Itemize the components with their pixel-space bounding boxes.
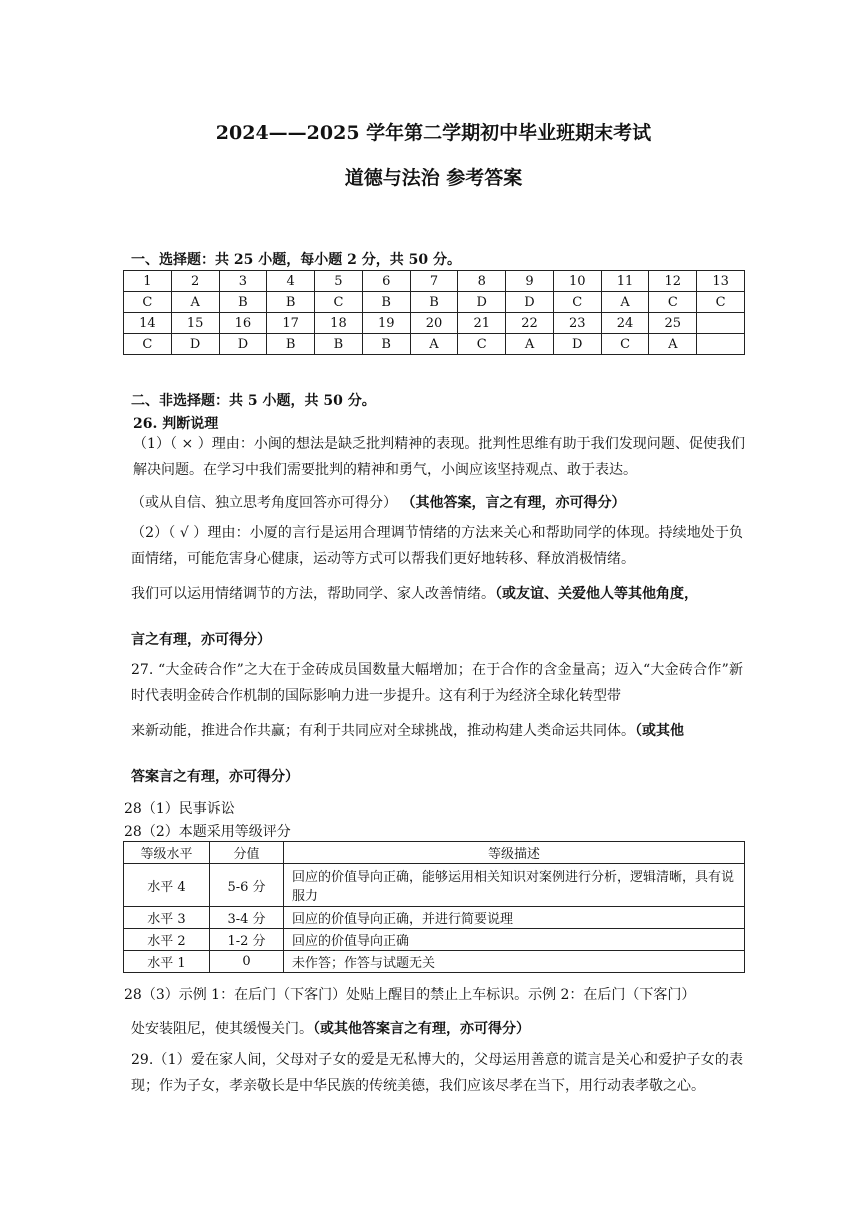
q27-note: （或其他	[635, 723, 684, 739]
table-cell: B	[267, 292, 315, 313]
q27-answer: 27. “大金砖合作”之大在于金砖成员国数量大幅增加；在于合作的含金量高；迈入“大金砖合作”新时代表明金砖合作机制的国际影响力进一步提升。这有利于为经济全球化转型带	[131, 662, 743, 704]
q28-3-answer: 28（3）示例 1：在后门（下客门）处贴上醒目的禁止上车标识。示例 2：在后门（下客门）	[124, 987, 696, 1003]
table-cell: A	[649, 334, 697, 355]
table-cell: C	[458, 334, 506, 355]
table-cell: 20	[410, 313, 458, 334]
table-cell: 24	[601, 313, 649, 334]
table-cell	[697, 313, 745, 334]
table-cell: 10	[553, 271, 601, 292]
table-cell: 15	[171, 313, 219, 334]
table-cell: D	[171, 334, 219, 355]
table-cell: A	[410, 334, 458, 355]
level-table-header	[124, 842, 745, 864]
question-number-row	[124, 271, 745, 292]
q28-3-main: 处安装阻尼，使其缓慢关门。	[131, 1021, 313, 1037]
table-cell: 回应的价值导向正确	[284, 929, 745, 951]
table-cell: 14	[124, 313, 172, 334]
table-cell: D	[458, 292, 506, 313]
table-cell: C	[124, 292, 172, 313]
table-cell: 3-4 分	[210, 907, 284, 929]
table-cell: 18	[315, 313, 363, 334]
table-cell: 8	[458, 271, 506, 292]
table-cell: 23	[553, 313, 601, 334]
level-row	[124, 951, 745, 973]
table-cell: C	[315, 292, 363, 313]
table-cell: 12	[649, 271, 697, 292]
table-cell: 水平 4	[124, 864, 210, 907]
table-cell: B	[219, 292, 267, 313]
table-cell: 22	[506, 313, 554, 334]
q29-1-answer: 29.（1）爱在家人间，父母对子女的爱是无私博大的，父母运用善意的谎言是关心和爱护子女的表现；作为子女，孝亲敬长是中华民族的传统美德，我们应该尽孝在当下，用行动表孝敬之心。	[131, 1052, 743, 1094]
table-cell: 19	[362, 313, 410, 334]
table-cell: 17	[267, 313, 315, 334]
q26-1-note	[131, 492, 625, 512]
table-cell: 1	[124, 271, 172, 292]
table-cell: 水平 1	[124, 951, 210, 973]
table-cell: 5	[315, 271, 363, 292]
answer-row	[124, 292, 745, 313]
q28-3-line	[131, 1018, 530, 1038]
table-cell: C	[553, 292, 601, 313]
table-cell: 5-6 分	[210, 864, 284, 907]
q26-1-note-b: （其他答案，言之有理，亦可得分）	[401, 495, 626, 511]
document-title: 2024——2025 学年第二学期初中毕业班期末考试	[215, 122, 652, 144]
table-cell: D	[219, 334, 267, 355]
q28-1-answer: 28（1）民事诉讼	[124, 801, 235, 817]
table-cell: 13	[697, 271, 745, 292]
q26-2-main: 我们可以运用情绪调节的方法，帮助同学、家人改善情绪。	[131, 586, 495, 602]
table-cell: C	[124, 334, 172, 355]
table-cell: A	[506, 334, 554, 355]
q27-line	[131, 720, 684, 740]
table-cell: 7	[410, 271, 458, 292]
table-cell: 4	[267, 271, 315, 292]
q26-1-note-a: （或从自信、独立思考角度回答亦可得分）	[131, 495, 397, 511]
table-cell: 21	[458, 313, 506, 334]
table-cell: 2	[171, 271, 219, 292]
table-cell: B	[362, 292, 410, 313]
q26-2-line	[131, 583, 698, 603]
choice-answer-table	[123, 270, 745, 355]
q28-3-note: （或其他答案言之有理，亦可得分）	[313, 1021, 530, 1037]
document-subtitle: 道德与法治 参考答案	[344, 167, 523, 189]
q27-main: 来新动能，推进合作共赢；有利于共同应对全球挑战，推动构建人类命运共同体。	[131, 723, 635, 739]
q28-2-title: 28（2）本题采用等级评分	[124, 824, 291, 840]
table-cell: 3	[219, 271, 267, 292]
table-cell: A	[171, 292, 219, 313]
table-cell	[697, 334, 745, 355]
level-score-table	[123, 841, 745, 973]
header-cell: 等级水平	[124, 842, 210, 864]
table-cell: 0	[210, 951, 284, 973]
table-cell: D	[553, 334, 601, 355]
table-cell: 未作答；作答与试题无关	[284, 951, 745, 973]
table-cell: B	[410, 292, 458, 313]
section1-heading: 一、选择题：共 25 小题，每小题 2 分，共 50 分。	[131, 252, 461, 268]
table-cell: 回应的价值导向正确，能够运用相关知识对案例进行分析，逻辑清晰，具有说服力	[284, 864, 745, 907]
table-cell: 25	[649, 313, 697, 334]
table-cell: 16	[219, 313, 267, 334]
header-cell: 等级描述	[284, 842, 745, 864]
q26-1-answer: （1）（ × ）理由：小闽的想法是缺乏批判精神的表现。批判性思维有助于我们发现问题、促使我们解决问题。在学习中我们需要批判的精神和勇气，小闽应该坚持观点、敢于表达。	[133, 436, 745, 478]
table-cell: 1-2 分	[210, 929, 284, 951]
table-cell: C	[649, 292, 697, 313]
section2-heading: 二、非选择题：共 5 小题，共 50 分。	[131, 393, 376, 409]
table-cell: B	[267, 334, 315, 355]
q27-note-end: 答案言之有理，亦可得分）	[131, 769, 299, 785]
table-cell: 回应的价值导向正确，并进行简要说理	[284, 907, 745, 929]
table-cell: B	[315, 334, 363, 355]
table-cell: 水平 3	[124, 907, 210, 929]
table-cell: C	[601, 334, 649, 355]
header-cell: 分值	[210, 842, 284, 864]
level-row	[124, 907, 745, 929]
table-cell: 水平 2	[124, 929, 210, 951]
table-cell: B	[362, 334, 410, 355]
level-row	[124, 864, 745, 907]
table-cell: D	[506, 292, 554, 313]
table-cell: A	[601, 292, 649, 313]
table-cell: 6	[362, 271, 410, 292]
q26-2-note-end: 言之有理，亦可得分）	[131, 632, 271, 648]
level-row	[124, 929, 745, 951]
q26-title: 26. 判断说理	[133, 416, 219, 432]
table-cell: 11	[601, 271, 649, 292]
table-cell: C	[697, 292, 745, 313]
table-cell: 9	[506, 271, 554, 292]
q26-2-answer: （2）（ √ ）理由：小厦的言行是运用合理调节情绪的方法来关心和帮助同学的体现。持续地处于负面情绪，可能危害身心健康，运动等方式可以帮我们更好地转移、释放消极情绪。	[131, 525, 743, 567]
question-number-row	[124, 313, 745, 334]
q26-2-note: （或友谊、关爱他人等其他角度，	[495, 586, 698, 602]
answer-row	[124, 334, 745, 355]
